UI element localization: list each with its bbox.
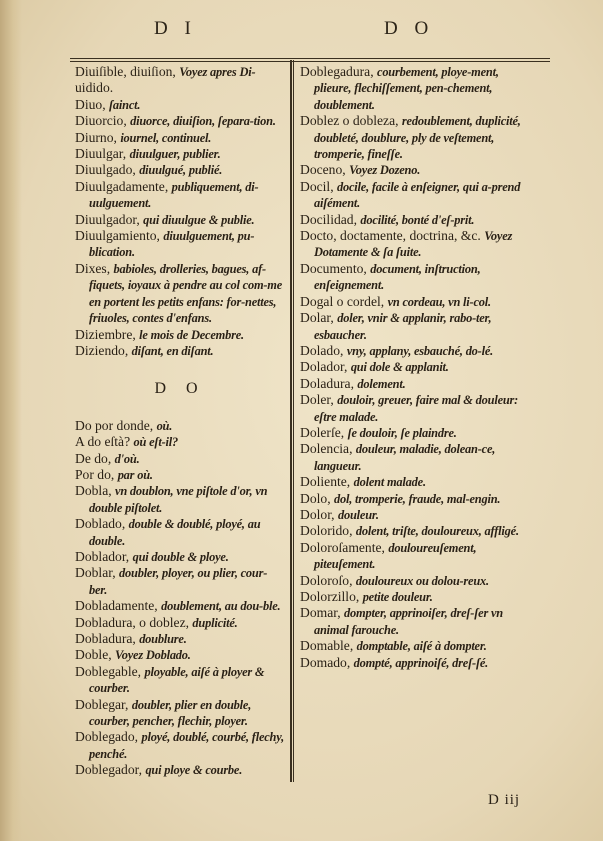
- dictionary-entry: [300, 261, 525, 294]
- column-divider: [290, 60, 292, 782]
- entry-headword: Docil,: [300, 178, 337, 194]
- entry-translation: douleur.: [337, 507, 379, 522]
- entry-translation: vny, applany, esbauché, do-lé.: [346, 343, 494, 358]
- entry-headword: Diziembre,: [75, 326, 140, 342]
- dictionary-entry: [75, 327, 285, 343]
- entry-headword: Dolador,: [300, 359, 351, 375]
- entry-headword: Doblegadura,: [300, 64, 378, 79]
- entry-translation: duplicité.: [192, 615, 238, 630]
- running-header-left: D I: [154, 18, 197, 39]
- entry-translation: dolent malade.: [353, 475, 426, 490]
- entry-headword: Doblegable,: [75, 663, 145, 679]
- entry-translation: ployé, doublé, courbé, flechy, penché.: [89, 730, 284, 761]
- entry-headword: De do,: [75, 450, 115, 466]
- entry-translation: doubler, plier en double, courber, pencher, flechir, ployer.: [89, 697, 252, 729]
- entry-translation: qui double & ploye.: [132, 549, 229, 564]
- dictionary-entry: [75, 598, 285, 614]
- entry-headword: Doblez o dobleza,: [300, 113, 402, 129]
- entry-translation: d'où.: [114, 451, 140, 466]
- entry-headword: Diurno,: [75, 129, 121, 145]
- dictionary-entry: [300, 523, 525, 539]
- entry-headword: Doblar,: [75, 565, 120, 581]
- right-column: [300, 64, 525, 671]
- entry-headword: Doblador,: [75, 548, 133, 564]
- dictionary-entry: [75, 516, 285, 549]
- entry-translation: douloureuſement, piteuſement.: [314, 540, 477, 572]
- entry-headword: Doble,: [75, 647, 116, 663]
- dictionary-entry: [300, 113, 525, 162]
- dictionary-entry: [300, 359, 525, 375]
- entry-headword: Dobladamente,: [75, 598, 162, 614]
- entry-headword: Doladura,: [300, 375, 358, 391]
- dictionary-entry: [75, 113, 285, 129]
- entry-headword: Doblado,: [75, 516, 129, 532]
- dictionary-entry: [75, 631, 285, 647]
- entry-headword: Diuulgado,: [75, 162, 140, 178]
- entry-headword: Diuulgar,: [75, 146, 130, 162]
- dictionary-entry: [300, 228, 525, 261]
- entry-headword: Doceno,: [300, 162, 350, 178]
- dictionary-entry: [75, 64, 285, 80]
- entry-translation: publiquement, di-uulguement.: [89, 179, 259, 211]
- dictionary-entry: [75, 418, 285, 434]
- entry-headword: Doloroſo,: [300, 572, 356, 588]
- dictionary-entry: [300, 310, 525, 343]
- dictionary-entry: [300, 507, 525, 523]
- entry-translation: dolement.: [357, 376, 406, 391]
- entry-headword: Por do,: [75, 466, 118, 482]
- dictionary-entry: [300, 540, 525, 573]
- dictionary-entry: [75, 146, 285, 162]
- entry-headword: uidido.: [75, 80, 114, 96]
- dictionary-entry: [300, 474, 525, 490]
- dictionary-entry: [75, 647, 285, 663]
- dictionary-entry: [75, 697, 285, 730]
- dictionary-entry: [75, 549, 285, 565]
- dictionary-entry: [300, 425, 525, 441]
- entry-translation: doublement, au dou-ble.: [161, 599, 281, 614]
- entry-headword: Dolerſe,: [300, 424, 348, 440]
- entry-headword: Domar,: [300, 605, 345, 621]
- dictionary-entry: [75, 615, 285, 631]
- dictionary-entry: [75, 434, 285, 450]
- entry-headword: Dolo,: [300, 490, 334, 506]
- dictionary-entry: [75, 483, 285, 516]
- dictionary-entry: [75, 162, 285, 178]
- entry-translation: ſainct.: [108, 97, 141, 112]
- dictionary-entry: [75, 729, 285, 762]
- dictionary-entry: [75, 228, 285, 261]
- entry-translation: double & doublé, ployé, au double.: [89, 517, 261, 548]
- dictionary-entry: [300, 376, 525, 392]
- dictionary-entry: [75, 451, 285, 467]
- entry-headword: Documento,: [300, 260, 371, 276]
- entry-headword: Dogal o cordel,: [300, 293, 388, 309]
- entry-headword: Dobladura,: [75, 631, 140, 646]
- entry-headword: Dolado,: [300, 342, 347, 358]
- entry-translation: petite douleur.: [362, 590, 433, 604]
- dictionary-entry: [300, 441, 525, 474]
- entry-headword: Diuulgador,: [75, 211, 144, 227]
- entry-headword: Dolor,: [300, 506, 338, 522]
- entry-headword: Domable,: [300, 638, 357, 654]
- entry-headword: Dolorzillo,: [300, 589, 363, 604]
- dictionary-entry: [75, 212, 285, 228]
- header-rule-double: [70, 61, 550, 62]
- dictionary-entry: [300, 179, 525, 212]
- running-header-right: D O: [384, 18, 435, 39]
- entry-translation: doublure.: [139, 632, 187, 646]
- entry-translation: douloir, greuer, faire mal & douleur: eſtre malade.: [314, 393, 519, 424]
- entry-headword: Diuulgamiento,: [75, 228, 164, 244]
- entry-headword: A do eſtà?: [75, 434, 134, 450]
- entry-translation: diuulgué, publié.: [139, 163, 223, 178]
- entry-headword: Dolorido,: [300, 523, 356, 539]
- entry-translation: doler, vnir & applanir, rabo-ter, esbaucher.: [314, 311, 492, 342]
- signature-mark: D iij: [488, 792, 521, 808]
- dictionary-entry: [300, 392, 525, 425]
- entry-headword: Do por donde,: [75, 417, 157, 433]
- dictionary-entry: [75, 343, 285, 359]
- dictionary-entry: [300, 655, 525, 671]
- dictionary-entry: [300, 64, 525, 113]
- dictionary-entry: [300, 638, 525, 654]
- entry-translation: ſe douloir, ſe plaindre.: [347, 425, 457, 440]
- dictionary-entry: [75, 565, 285, 598]
- entry-translation: ployable, aiſé à ployer & courber.: [89, 664, 265, 696]
- left-column: [75, 64, 285, 779]
- entry-headword: Doler,: [300, 392, 338, 408]
- entry-translation: babioles, drolleries, bagues, af-fiquets, ioyaux à pendre au col com-me en portent les petits enfans: for-nettes, friuoles, contes d'enfans.: [89, 261, 283, 326]
- entry-translation: où.: [156, 418, 173, 433]
- entry-headword: Doblegado,: [75, 729, 142, 745]
- section-heading: D O: [154, 380, 206, 398]
- dictionary-entry: [300, 162, 525, 178]
- column-divider-double: [293, 60, 294, 782]
- dictionary-entry: [75, 261, 285, 327]
- entry-headword: Dolencia,: [300, 441, 356, 457]
- entry-headword: Doloroſamente,: [300, 539, 389, 555]
- entry-translation: vn cordeau, vn li-col.: [387, 294, 491, 309]
- dictionary-entry: [300, 573, 525, 589]
- dictionary-entry: [75, 762, 285, 778]
- entry-translation: Voyez Doblado.: [115, 648, 191, 663]
- entry-translation: docile, facile à enſeigner, qui a-prend aiſément.: [314, 179, 521, 211]
- entry-headword: Diuulgadamente,: [75, 178, 172, 194]
- entry-headword: Docto, doctamente, doctrina, &c.: [300, 228, 485, 244]
- entry-translation: courbement, ploye-ment, plieure, flechiſſement, pen-chement, doublement.: [314, 65, 499, 112]
- entry-headword: Diziendo,: [75, 342, 132, 358]
- entry-headword: Dixes,: [75, 260, 114, 276]
- dictionary-entry: [75, 97, 285, 113]
- entry-headword: Dolar,: [300, 310, 338, 326]
- entry-headword: Doblegar,: [75, 696, 132, 712]
- dictionary-entry: [75, 179, 285, 212]
- dictionary-entry: [75, 467, 285, 483]
- entry-translation: docilité, bonté d'eſ-prit.: [360, 212, 475, 227]
- entry-headword: Diuo,: [75, 96, 109, 112]
- entry-translation: doubler, ployer, ou plier, cour-ber.: [89, 566, 268, 597]
- entry-translation: douleur, maladie, dolean-ce, langueur.: [314, 442, 496, 473]
- entry-translation: où eſt-il?: [133, 435, 178, 450]
- entry-translation: redoublement, duplicité, doubleté, doublure, ply de veſtement, tromperie, fineſſe.: [314, 114, 521, 162]
- entry-translation: Voyez Dotamente & ſa ſuite.: [314, 229, 513, 260]
- dictionary-entry: [75, 130, 285, 146]
- entry-translation: qui ploye & courbe.: [145, 763, 243, 778]
- page-edge-shadow: [0, 0, 22, 841]
- entry-translation: qui dole & applanit.: [350, 360, 449, 375]
- entry-translation: vn doublon, vne piſtole d'or, vn double piſtolet.: [89, 484, 268, 515]
- entry-translation: domptable, aiſé à dompter.: [356, 639, 487, 654]
- entry-translation: diuulguer, publier.: [129, 147, 221, 162]
- entry-translation: dolent, triſte, douloureux, affligé.: [355, 524, 519, 539]
- entry-translation: document, inſtruction, enſeignement.: [314, 261, 481, 293]
- dictionary-entry: [75, 80, 285, 96]
- dictionary-entry: [300, 589, 525, 605]
- entry-headword: Doliente,: [300, 474, 354, 490]
- dictionary-entry: [300, 343, 525, 359]
- entry-translation: dompté, apprinoiſé, dreſ-ſé.: [353, 655, 489, 670]
- entry-translation: le mois de Decembre.: [139, 327, 244, 342]
- dictionary-entry: [300, 491, 525, 507]
- entry-translation: douloureux ou dolou-reux.: [355, 573, 489, 588]
- entry-headword: Diuorcio,: [75, 113, 131, 129]
- entry-headword: Dobla,: [75, 483, 116, 499]
- entry-headword: Diuiſible, diuiſion,: [75, 64, 180, 79]
- entry-translation: qui diuulgue & publie.: [143, 212, 255, 227]
- dictionary-entry: [300, 605, 525, 638]
- entry-translation: Voyez Dozeno.: [349, 163, 421, 178]
- entry-translation: iournel, continuel.: [120, 130, 212, 145]
- entry-translation: diſant, en diſant.: [131, 343, 214, 358]
- entry-headword: Doblegador,: [75, 762, 146, 778]
- dictionary-entry: [75, 664, 285, 697]
- entry-translation: diuulguement, pu-blication.: [89, 229, 255, 260]
- entry-translation: dol, tromperie, fraude, mal-engin.: [333, 491, 501, 506]
- entry-headword: Docilidad,: [300, 211, 361, 227]
- entry-translation: Voyez apres Di-: [179, 65, 256, 79]
- entry-translation: dompter, apprinoiſer, dreſ-ſer vn animal farouche.: [314, 606, 503, 637]
- dictionary-entry: [300, 294, 525, 310]
- header-rule: [70, 58, 550, 59]
- entry-headword: Dobladura, o doblez,: [75, 614, 193, 630]
- entry-translation: par où.: [117, 467, 153, 482]
- entry-headword: Domado,: [300, 654, 354, 670]
- entry-translation: diuorce, diuiſion, ſepara-tion.: [130, 114, 276, 129]
- dictionary-entry: [300, 212, 525, 228]
